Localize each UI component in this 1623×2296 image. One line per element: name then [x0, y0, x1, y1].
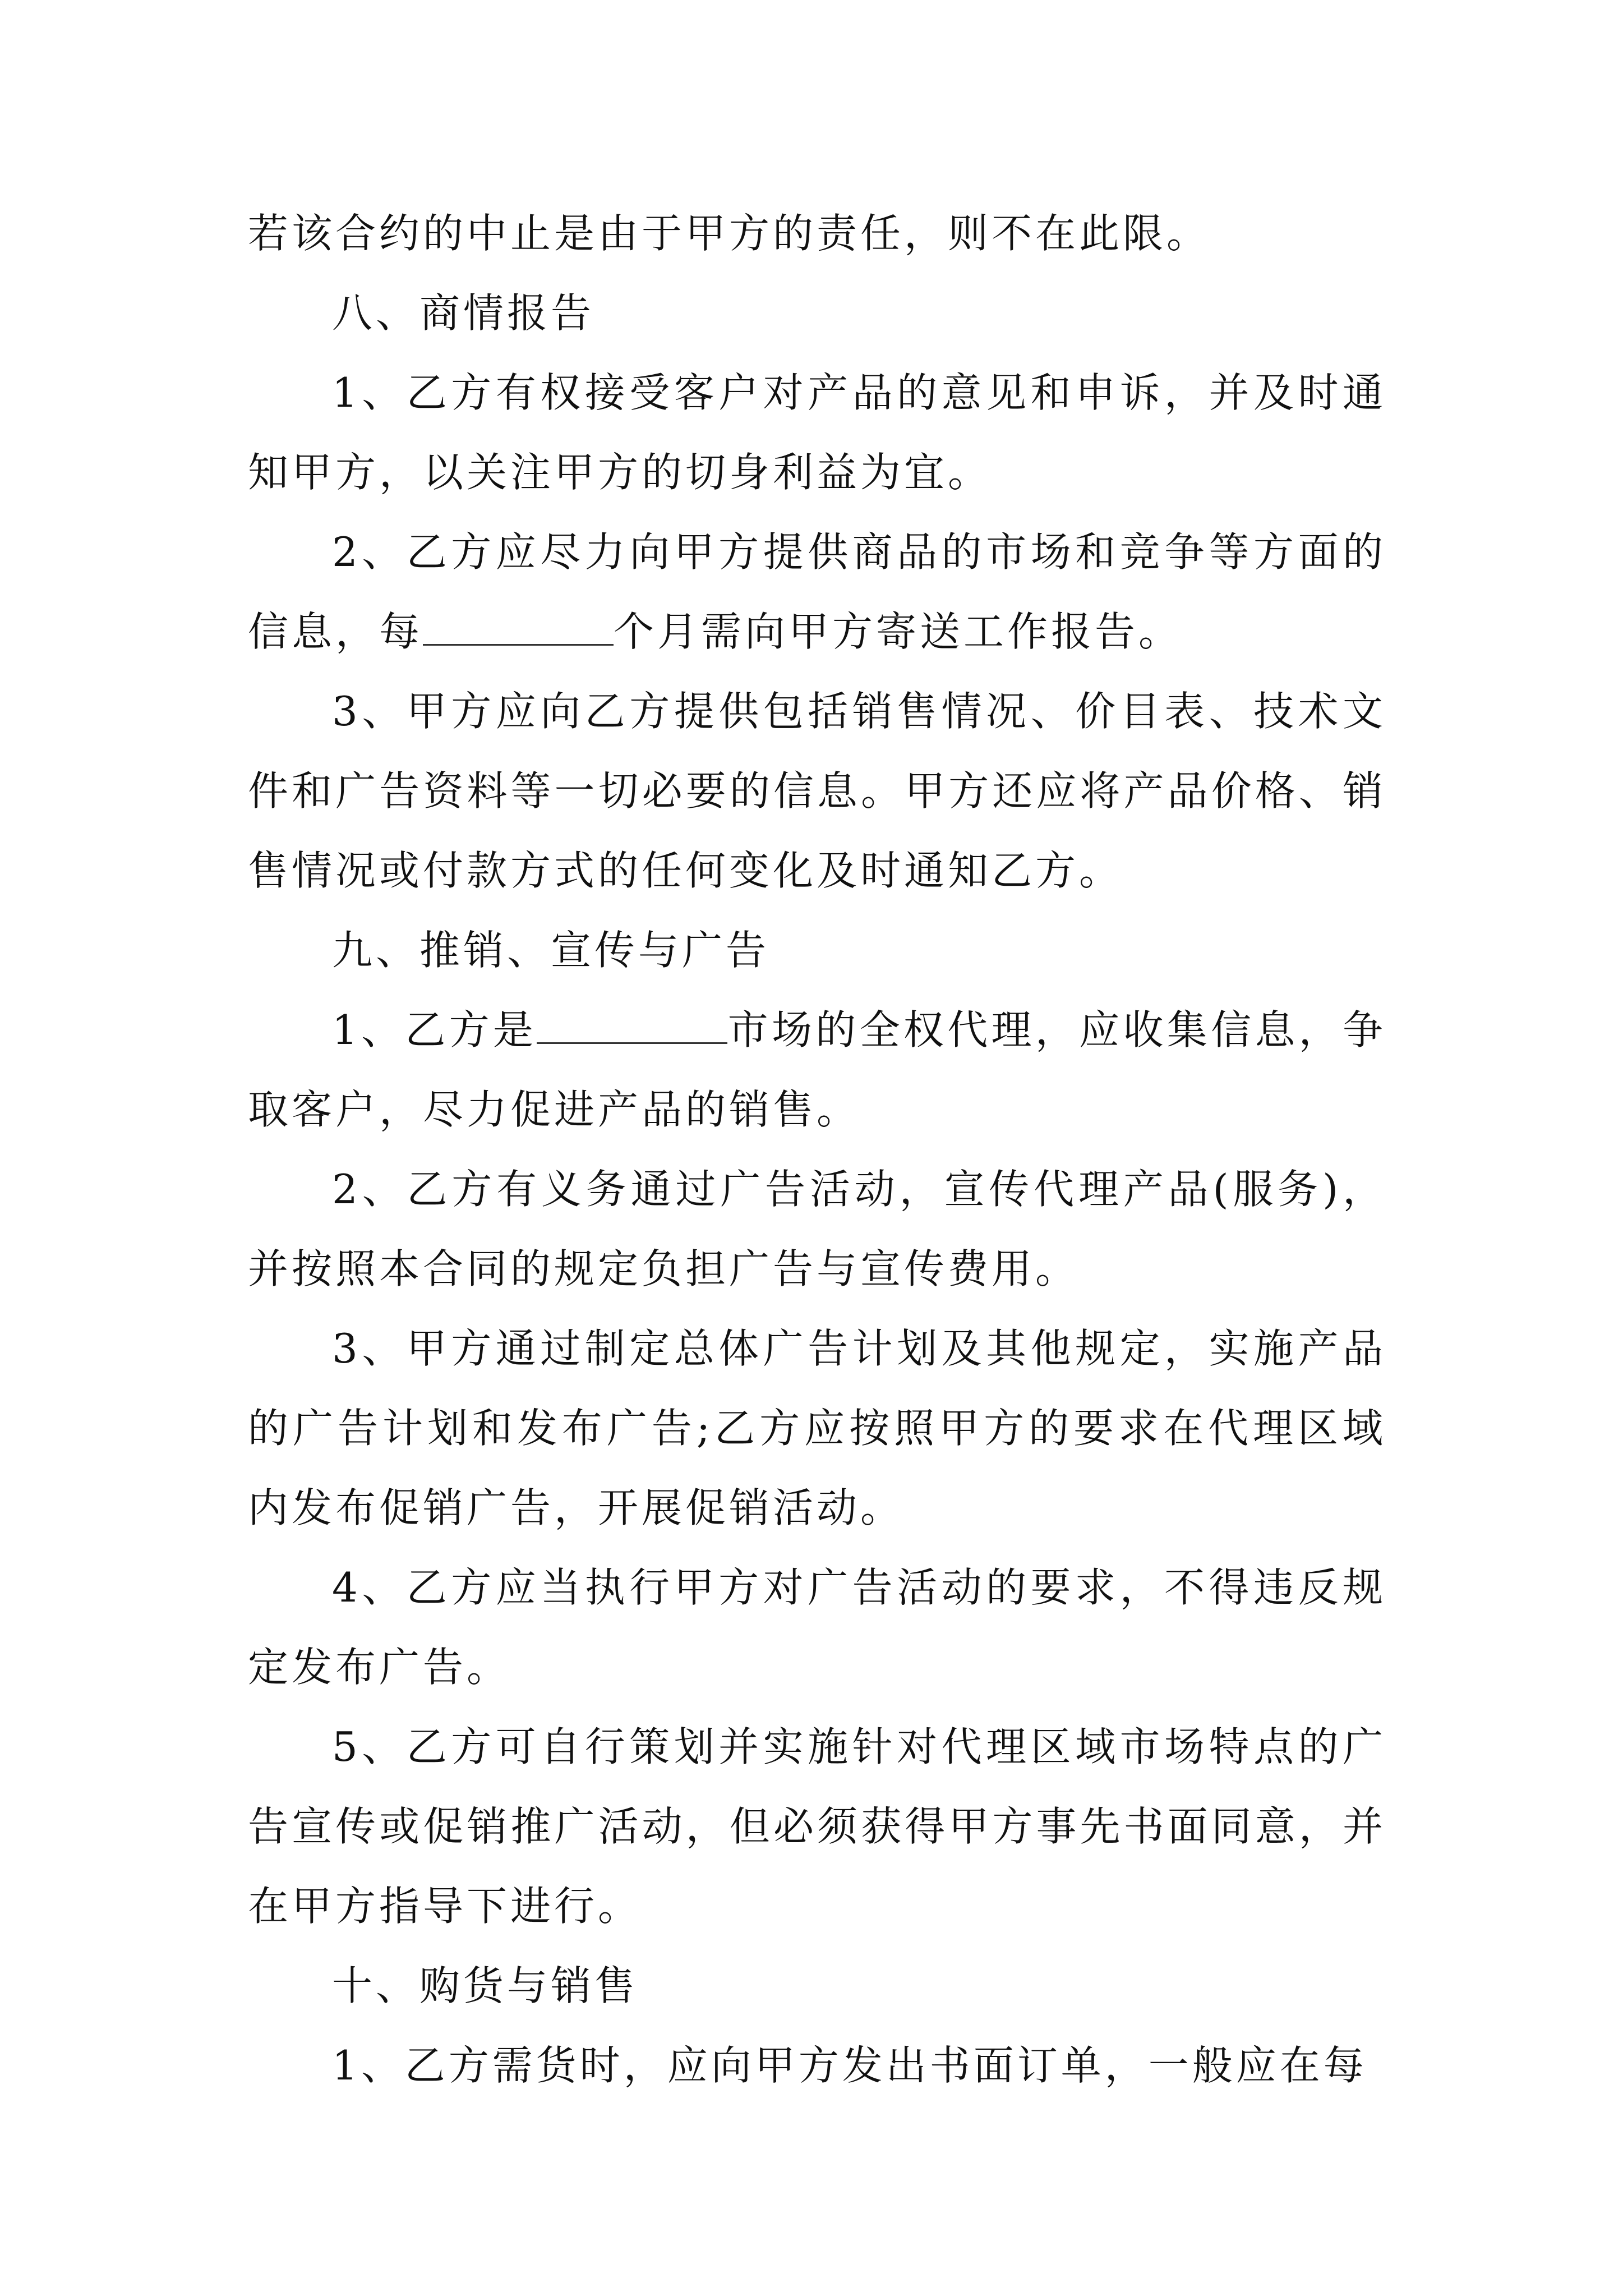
clause-9-1-text-b: 市场的全权代理，应收集信息，争取客户，尽力促进产品的销售。: [248, 1006, 1386, 1133]
section-heading-9: 九、推销、宣传与广告: [332, 927, 770, 974]
section-heading-8: 八、商情报告: [332, 289, 595, 337]
fill-in-blank: [423, 610, 614, 646]
clause-8-3: 3、甲方应向乙方提供包括销售情况、价目表、技术文件和广告资料等一切必要的信息。甲方还应将产品价格、销售情况或付款方式的任何变化及时通知乙方。: [248, 688, 1386, 894]
paragraph-continuation: 若该合约的中止是由于甲方的责任，则不在此限。: [248, 210, 1211, 257]
clause-9-2: 2、乙方有义务通过广告活动，宣传代理产品(服务)，并按照本合同的规定负担广告与宣传费用。: [248, 1166, 1386, 1292]
clause-9-5: 5、乙方可自行策划并实施针对代理区域市场特点的广告宣传或促销推广活动，但必须获得甲方事先书面同意，并在甲方指导下进行。: [248, 1723, 1386, 1930]
clause-9-1-text-a: 1、乙方是: [332, 1006, 537, 1053]
clause-8-2-text-a: 2、乙方应尽力向甲方提供商品的市场和竞争等方面的信息，每: [248, 528, 1386, 655]
document-body: [248, 194, 1386, 2105]
section-heading-10: 十、购货与销售: [332, 1962, 639, 2009]
fill-in-blank: [537, 1009, 727, 1044]
clause-8-2-text-b: 个月需向甲方寄送工作报告。: [614, 608, 1183, 655]
clause-9-4: 4、乙方应当执行甲方对广告活动的要求，不得违反规定发布广告。: [248, 1564, 1386, 1691]
clause-10-1: 1、乙方需货时，应向甲方发出书面订单，一般应在每: [332, 2042, 1367, 2089]
clause-9-3: 3、甲方通过制定总体广告计划及其他规定，实施产品的广告计划和发布广告;乙方应按照甲方的要求在代理区域内发布促销广告，开展促销活动。: [248, 1325, 1386, 1531]
clause-8-1: 1、乙方有权接受客户对产品的意见和申诉，并及时通知甲方，以关注甲方的切身利益为宜。: [248, 369, 1386, 496]
clause-8-2: [248, 512, 1386, 671]
clause-9-1: [248, 990, 1386, 1149]
